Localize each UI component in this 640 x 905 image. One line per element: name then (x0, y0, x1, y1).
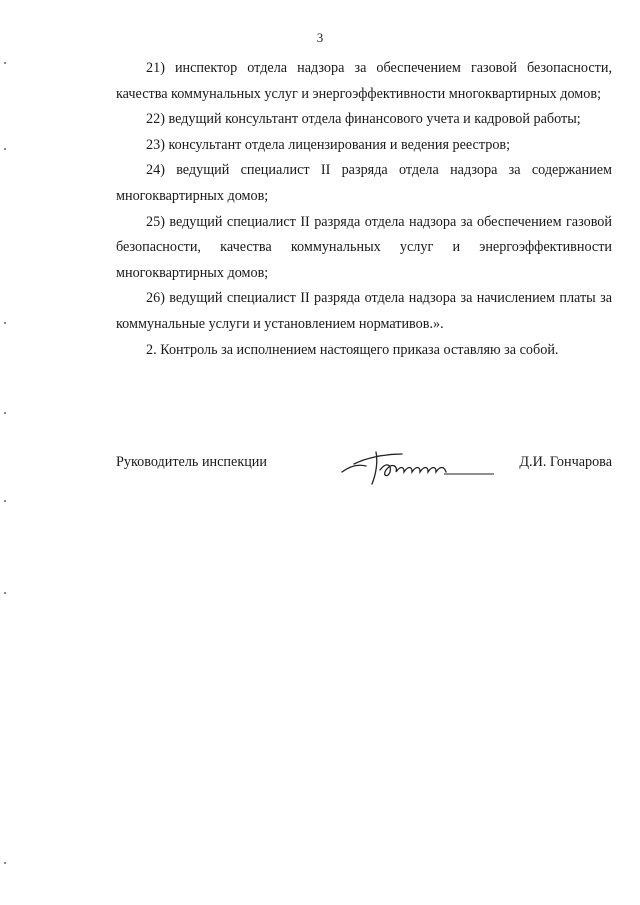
handwritten-signature (336, 442, 496, 490)
scan-margin-mark (4, 862, 6, 864)
signatory-title: Руководитель инспекции (116, 454, 267, 470)
page-number: 3 (316, 30, 324, 45)
list-item-23: 23) консультант отдела лицензирования и ведения реестров; (146, 136, 511, 153)
list-item-26: 26) ведущий специалист II разряда отдела надзора за начислением платы за коммунальные услуги и установлением нормативов.». (116, 290, 612, 332)
scan-margin-mark (4, 322, 6, 324)
scan-margin-mark (4, 412, 6, 414)
list-item-24: 24) ведущий специалист II разряда отдела надзора за содержанием многоквартирных домов; (116, 162, 612, 204)
scan-margin-mark (4, 500, 6, 502)
list-item-21: 21) инспектор отдела надзора за обеспечением газовой безопасности, качества коммунальных услуг и энергоэффективности многоквартирных домов; (116, 60, 612, 102)
scan-margin-mark (4, 592, 6, 594)
signatory-name: Д.И. Гончарова (519, 454, 612, 470)
signature-block (116, 442, 612, 492)
scan-margin-mark (4, 62, 6, 64)
list-item-25: 25) ведущий специалист II разряда отдела надзора за обеспечением газовой безопасности, качества коммунальных услуг и энергоэффективности многоквартирных домов; (116, 213, 612, 281)
control-clause: 2. Контроль за исполнением настоящего приказа оставляю за собой. (146, 341, 559, 358)
scan-margin-mark (4, 148, 6, 150)
document-body (116, 56, 612, 363)
list-item-22: 22) ведущий консультант отдела финансового учета и кадровой работы; (146, 111, 581, 128)
